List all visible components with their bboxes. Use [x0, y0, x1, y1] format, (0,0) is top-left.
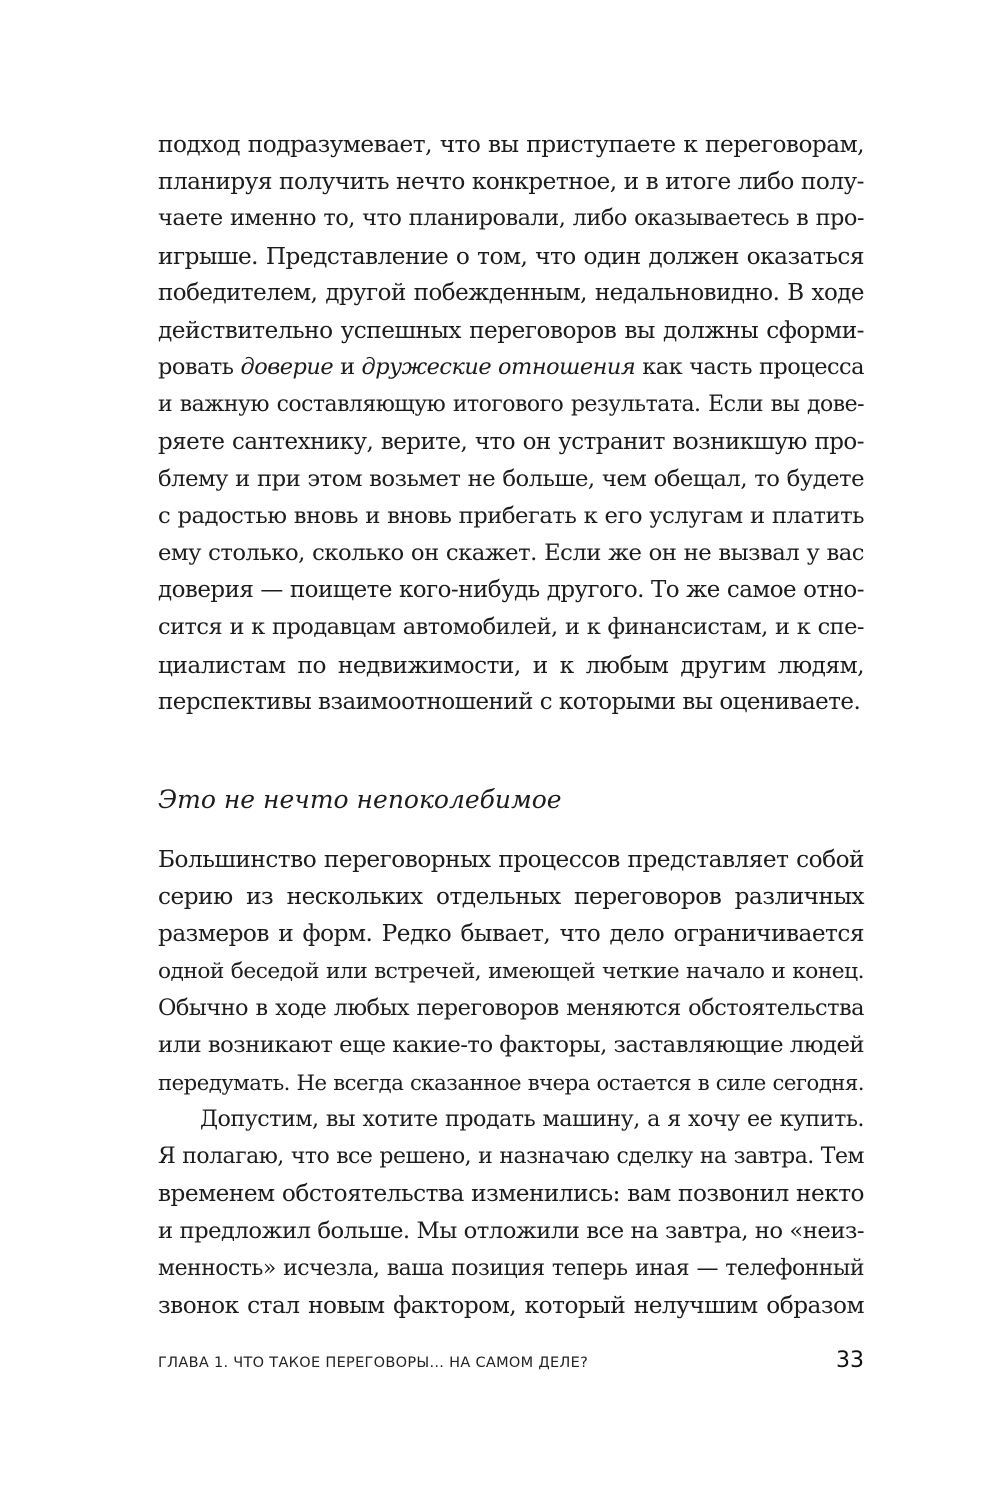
- text-line: ряете сантехнику, верите, что он устранит возникшую про-: [158, 428, 864, 455]
- text-run: как часть процесса: [635, 354, 864, 381]
- text-line: перспективы взаимоотношений с которыми вы оцениваете.: [158, 688, 861, 715]
- text-line: [158, 349, 864, 386]
- text-line: ему столько, сколько он скажет. Если же он не вызвал у вас: [158, 540, 864, 567]
- text-line: Допустим, вы хотите продать машину, а я хочу ее купить.: [200, 1106, 864, 1132]
- running-head: ГЛАВА 1. ЧТО ТАКОЕ ПЕРЕГОВОРЫ... НА САМОМ ДЕЛЕ?: [158, 1355, 589, 1371]
- text-line: Большинство переговорных процессов представляет собой: [158, 846, 864, 873]
- paragraph-2: [158, 841, 864, 1101]
- text-line: циалистам по недвижимости, и к любым другим людям,: [158, 651, 864, 679]
- text-line: игрыше. Представление о том, что один должен оказаться: [158, 242, 864, 270]
- text-line: передумать. Не всегда сказанное вчера остается в силе сегодня.: [158, 1070, 864, 1096]
- text-line: менность» исчезла, ваша позиция теперь иная — телефонный: [158, 1255, 864, 1281]
- text-line: Обычно в ходе любых переговоров меняются обстоятельства: [158, 994, 864, 1021]
- text-line: и предложил больше. Мы отложили все на завтра, но «неиз-: [158, 1217, 864, 1244]
- text-line: чаете именно то, что планировали, либо оказываетесь в про-: [158, 205, 864, 232]
- page-footer: [158, 1348, 864, 1378]
- text-line: победителем, другой побежденным, недальновидно. В ходе: [158, 279, 864, 306]
- text-line: звонок стал новым фактором, который нелучшим образом: [158, 1291, 864, 1319]
- text-line: одной беседой или встречей, имеющей четкие начало и конец.: [158, 958, 864, 984]
- paragraph-1: [158, 126, 864, 721]
- text-line: с радостью вновь и вновь прибегать к его услугам и платить: [158, 502, 864, 529]
- text-line: размеров и форм. Редко бывает, что дело ограничивается: [158, 920, 864, 948]
- page-number: 33: [836, 1348, 864, 1373]
- text-line: сится и к продавцам автомобилей, и к финансистам, и к спе-: [158, 614, 864, 641]
- text-line: временем обстоятельства изменились: вам позвонил некто: [158, 1180, 864, 1208]
- text-line: подход подразумевает, что вы приступаете к переговорам,: [158, 131, 864, 158]
- text-line: Я полагаю, что все решено, и назначаю сделку на завтра. Тем: [158, 1144, 864, 1170]
- text-line: доверия — поищете кого-нибудь другого. То же самое отно-: [158, 577, 864, 604]
- text-line: серию из нескольких отдельных переговоров различных: [158, 883, 864, 911]
- section-heading: Это не нечто непоколебимое: [158, 785, 562, 814]
- text-line: блему и при этом возьмет не больше, чем обещал, то будете: [158, 465, 864, 492]
- text-run: ровать: [158, 354, 241, 381]
- text-line: планируя получить нечто конкретное, и в итоге либо полу-: [158, 168, 864, 196]
- emphasis-friendly-relations: дружеские отношения: [361, 354, 636, 381]
- text-line: и важную составляющую итогового результата. Если вы дове-: [158, 392, 864, 418]
- paragraph-3: [158, 1101, 864, 1324]
- text-line: действительно успешных переговоров вы должны сформи-: [158, 316, 864, 344]
- text-run: и: [333, 354, 362, 381]
- emphasis-trust: доверие: [240, 354, 334, 381]
- text-line: или возникают еще какие-то факторы, заставляющие людей: [158, 1031, 864, 1058]
